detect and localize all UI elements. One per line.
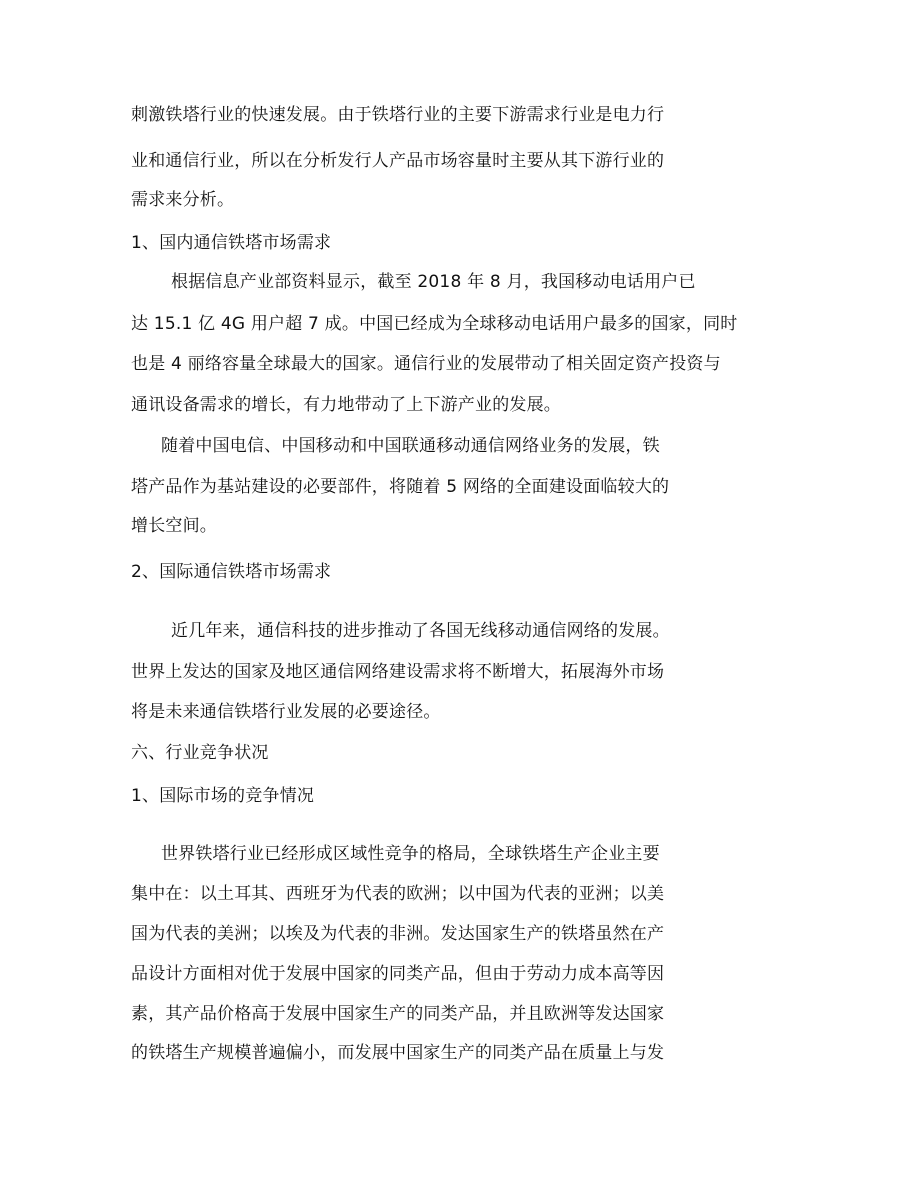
body-text-line: 也是 4 丽络容量全球最大的国家。通信行业的发展带动了相关固定资产投资与 (131, 354, 721, 374)
body-text-line: 将是未来通信铁塔行业发展的必要途径。 (131, 702, 441, 722)
body-text-line: 刺激铁塔行业的快速发展。由于铁塔行业的主要下游需求行业是电力行 (131, 105, 665, 125)
body-text-line: 业和通信行业，所以在分析发行人产品市场容量时主要从其下游行业的 (131, 151, 665, 171)
body-text-line: 素，其产品价格高于发展中国家生产的同类产品，并且欧洲等发达国家 (131, 1004, 665, 1024)
section-heading: 1、国际市场的竞争情况 (131, 786, 315, 806)
section-heading: 2、国际通信铁塔市场需求 (131, 562, 332, 582)
body-text-line: 的铁塔生产规模普遍偏小，而发展中国家生产的同类产品在质量上与发 (131, 1043, 665, 1063)
body-text-line: 塔产品作为基站建设的必要部件，将随着 5 网络的全面建设面临较大的 (131, 477, 670, 497)
body-text-line: 达 15.1 亿 4G 用户超 7 成。中国已经成为全球移动电话用户最多的国家，同时 (131, 314, 738, 334)
body-text-line: 随着中国电信、中国移动和中国联通移动通信网络业务的发展，铁 (161, 436, 660, 456)
body-text-line: 需求来分析。 (131, 190, 235, 210)
body-text-line: 集中在：以土耳其、西班牙为代表的欧洲；以中国为代表的亚洲；以美 (131, 884, 665, 904)
body-text-line: 世界上发达的国家及地区通信网络建设需求将不断增大，拓展海外市场 (131, 662, 665, 682)
body-text-line: 国为代表的美洲；以埃及为代表的非洲。发达国家生产的铁塔虽然在产 (131, 924, 665, 944)
body-text-line: 增长空间。 (131, 516, 217, 536)
body-text-line: 品设计方面相对优于发展中国家的同类产品，但由于劳动力成本高等因 (131, 964, 665, 984)
body-text-line: 世界铁塔行业已经形成区域性竞争的格局，全球铁塔生产企业主要 (161, 844, 660, 864)
section-heading: 1、国内通信铁塔市场需求 (131, 233, 332, 253)
body-text-line: 根据信息产业部资料显示，截至 2018 年 8 月，我国移动电话用户已 (171, 272, 696, 292)
body-text-line: 通讯设备需求的增长，有力地带动了上下游产业的发展。 (131, 395, 561, 415)
section-heading: 六、行业竞争状况 (131, 743, 269, 763)
body-text-line: 近几年来，通信科技的进步推动了各国无线移动通信网络的发展。 (171, 621, 670, 641)
